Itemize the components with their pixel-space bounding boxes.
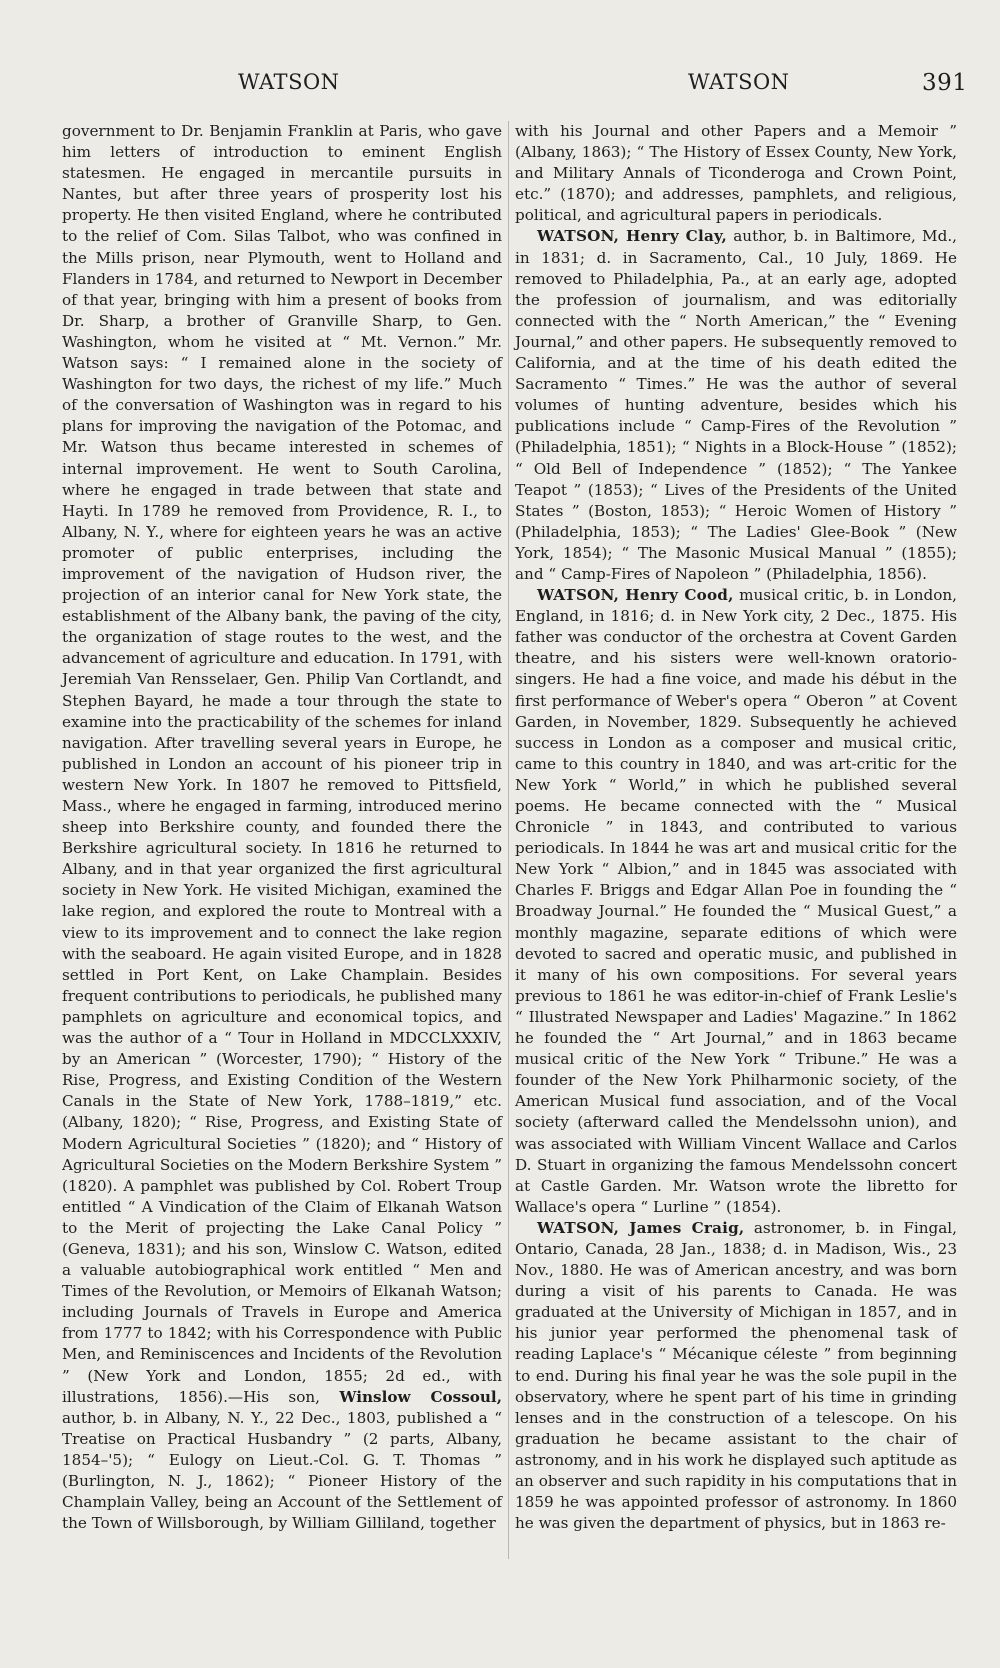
entry-headword: WATSON, Henry Clay, bbox=[537, 227, 728, 246]
entry-text: astronomer, b. in Fingal, Ontario, Canada, 28 Jan., 1838; d. in Madison, Wis., 23 Nov., 1880. He was of American ancestry, and was born during a visit of his parents to Canada. He was graduated at the University of Michigan in 1857, and in his junior year performed the phenomenal task of reading Laplace's “ Mécanique céleste ” from beginning to end. During his final year he was the sole pupil in the observatory, where he spent part of his time in grinding lenses and in the construction of a telescope. On his graduation he became assistant to the chair of astronomy, and in his work he displayed such aptitude as an observer and such rapidity in his computations that in 1859 he was appointed professor of astronomy. In 1860 he was given the department of physics, but in 1863 re- bbox=[515, 1218, 957, 1533]
entry-headword: WATSON, James Craig, bbox=[537, 1218, 745, 1237]
entry-text: musical critic, b. in London, England, in 1816; d. in New York city, 2 Dec., 1875. His father was conductor of the orchestra at Covent Garden theatre, and his sisters were well-known oratorio-singers. He had a fine voice, and made his début in the first performance of Weber's opera “ Oberon ” at Covent Garden, in November, 1829. Subsequently he achieved success in London as a composer and musical critic, came to this country in 1840, and was art-critic for the New York “ World,” in which he published several poems. He became connected with the “ Musical Chronicle ” in 1843, and contributed to various periodicals. In 1844 he was art and musical critic for the New York “ Albion,” and in 1845 was associated with Charles F. Briggs and Edgar Allan Poe in founding the “ Broadway Journal.” He founded the “ Musical Guest,” a monthly magazine, separate editions of which were devoted to sacred and operatic music, and published in it many of his own compositions. For several years previous to 1861 he was editor-in-chief of Frank Leslie's “ Illustrated Newspaper and Ladies' Magazine.” In 1862 he founded the “ Art Journal,” and in 1863 became musical critic of the New York “ Tribune.” He was a founder of the New York Philharmonic society, of the American Musical fund association, and of the Vocal society (afterward called the Mendelssohn union), and was associated with William Vincent Wallace and Carlos D. Stuart in organizing the famous Mendelssohn concert at Castle Garden. Mr. Watson wrote the libretto for Wallace's opera “ Lurline ” (1854). bbox=[515, 586, 958, 1216]
winslow-cossoul-text: author, b. in Albany, N. Y., 22 Dec., 1803, published a “ Treatise on Practical Husbandry ” (2 parts, Albany, 1854–'5); “ Eulogy on Lieut.-Col. G. T. Thomas ” (Burlington, N. J., 1862); “ Pioneer History of the Champlain Valley, being an Account of the Settlement of the Town of Willsborough, by William Gilliland, together bbox=[62, 1408, 502, 1533]
left-column bbox=[62, 121, 502, 1534]
left-running-head: WATSON bbox=[238, 70, 340, 94]
column-divider bbox=[508, 121, 509, 1559]
running-head bbox=[0, 66, 1000, 96]
entry-henry-cood-watson bbox=[515, 585, 957, 1218]
entry-headword: WATSON, Henry Cood, bbox=[537, 586, 734, 605]
page-number: 391 bbox=[922, 70, 968, 96]
right-column-continuation: with his Journal and other Papers and a Memoir ” (Albany, 1863); “ The History of Essex County, New York, and Military Annals of Ticonderoga and Crown Point, etc.” (1870); and addresses, pamphlets, and religious, political, and agricultural papers in periodicals. bbox=[515, 122, 957, 225]
entry-henry-clay-watson bbox=[515, 226, 957, 585]
right-column bbox=[515, 121, 957, 1534]
elkanah-watson-continuation: government to Dr. Benjamin Franklin at Paris, who gave him letters of introduction to eminent English statesmen. He engaged in mercantile pursuits in Nantes, but after three years of prosperity lost his property. He then visited England, where he contributed to the relief of Com. Silas Talbot, who was confined in the Mills prison, near Plymouth, went to Holland and Flanders in 1784, and returned to Newport in December of that year, bringing with him a present of books from Dr. Sharp, a brother of Granville Sharp, to Gen. Washington, whom he visited at “ Mt. Vernon.” Mr. Watson says: “ I remained alone in the society of Washington for two days, the richest of my life.” Much of the conversation of Washington was in regard to his plans for improving the navigation of the Potomac, and Mr. Watson thus became interested in schemes of internal improvement. He went to South Carolina, where he engaged in trade between that state and Hayti. In 1789 he removed from Providence, R. I., to Albany, N. Y., where for eighteen years he was an active promoter of public enterprises, including the improvement of the navigation of Hudson river, the projection of an interior canal for New York state, the establishment of the Albany bank, the paving of the city, the organization of stage routes to the west, and the advancement of agriculture and education. In 1791, with Jeremiah Van Rensselaer, Gen. Philip Van Cortlandt, and Stephen Bayard, he made a tour through the state to examine into the practicability of the schemes for inland navigation. After travelling several years in Europe, he published in London an account of his pioneer trip in western New York. In 1807 he removed to Pittsfield, Mass., where he engaged in farming, introduced merino sheep into Berkshire county, and founded there the Berkshire agricultural society. In 1816 he returned to Albany, and in that year organized the first agricultural society in New York. He visited Michigan, examined the lake region, and explored the route to Montreal with a view to its improvement and to connect the lake region with the seaboard. He again visited Europe, and in 1828 settled in Port Kent, on Lake Champlain. Besides frequent contributions to periodicals, he published many pamphlets on agriculture and economical topics, and was the author of a “ Tour in Holland in MDCCLXXXIV, by an American ” (Worcester, 1790); “ History of the Rise, Progress, and Existing Condition of the Western Canals in the State of New York, 1788–1819,” etc. (Albany, 1820); “ Rise, Progress, and Existing State of Modern Agricultural Societies ” (1820); and “ History of Agricultural Societies on the Modern Berkshire System ” (1820). A pamphlet was published by Col. Robert Troup entitled “ A Vindication of the Claim of Elkanah Watson to the Merit of projecting the Lake Canal Policy ” (Geneva, 1831); and his son, Winslow C. Watson, edited a valuable autobiographical work entitled “ Men and Times of the Revolution, or Memoirs of Elkanah Watson; including Journals of Travels in Europe and America from 1777 to 1842; with his Correspondence with Public Men, and Reminiscences and Incidents of the Revolution ” (New York and London, 1855; 2d ed., with illustrations, 1856).—His son, bbox=[62, 122, 503, 1406]
entry-james-craig-watson bbox=[515, 1218, 957, 1534]
right-running-head: WATSON bbox=[688, 70, 790, 94]
entry-text: author, b. in Baltimore, Md., in 1831; d. in Sacramento, Cal., 10 July, 1869. He removed to Philadelphia, Pa., at an early age, adopted the profession of journalism, and was editorially connected with the “ North American,” the “ Evening Journal,” and other papers. He subsequently removed to California, and at the time of his death edited the Sacramento “ Times.” He was the author of several volumes of hunting adventure, besides which his publications include “ Camp-Fires of the Revolution ” (Philadelphia, 1851); “ Nights in a Block-House ” (1852); “ Old Bell of Independence ” (1852); “ The Yankee Teapot ” (1853); “ Lives of the Presidents of the United States ” (Boston, 1853); “ Heroic Women of History ” (Philadelphia, 1853); “ The Ladies' Glee-Book ” (New York, 1854); “ The Masonic Musical Manual ” (1855); and “ Camp-Fires of Napoleon ” (Philadelphia, 1856). bbox=[515, 227, 957, 583]
left-column-paragraph bbox=[62, 121, 502, 1534]
winslow-cossoul-headword: Winslow Cossoul, bbox=[339, 1387, 502, 1406]
